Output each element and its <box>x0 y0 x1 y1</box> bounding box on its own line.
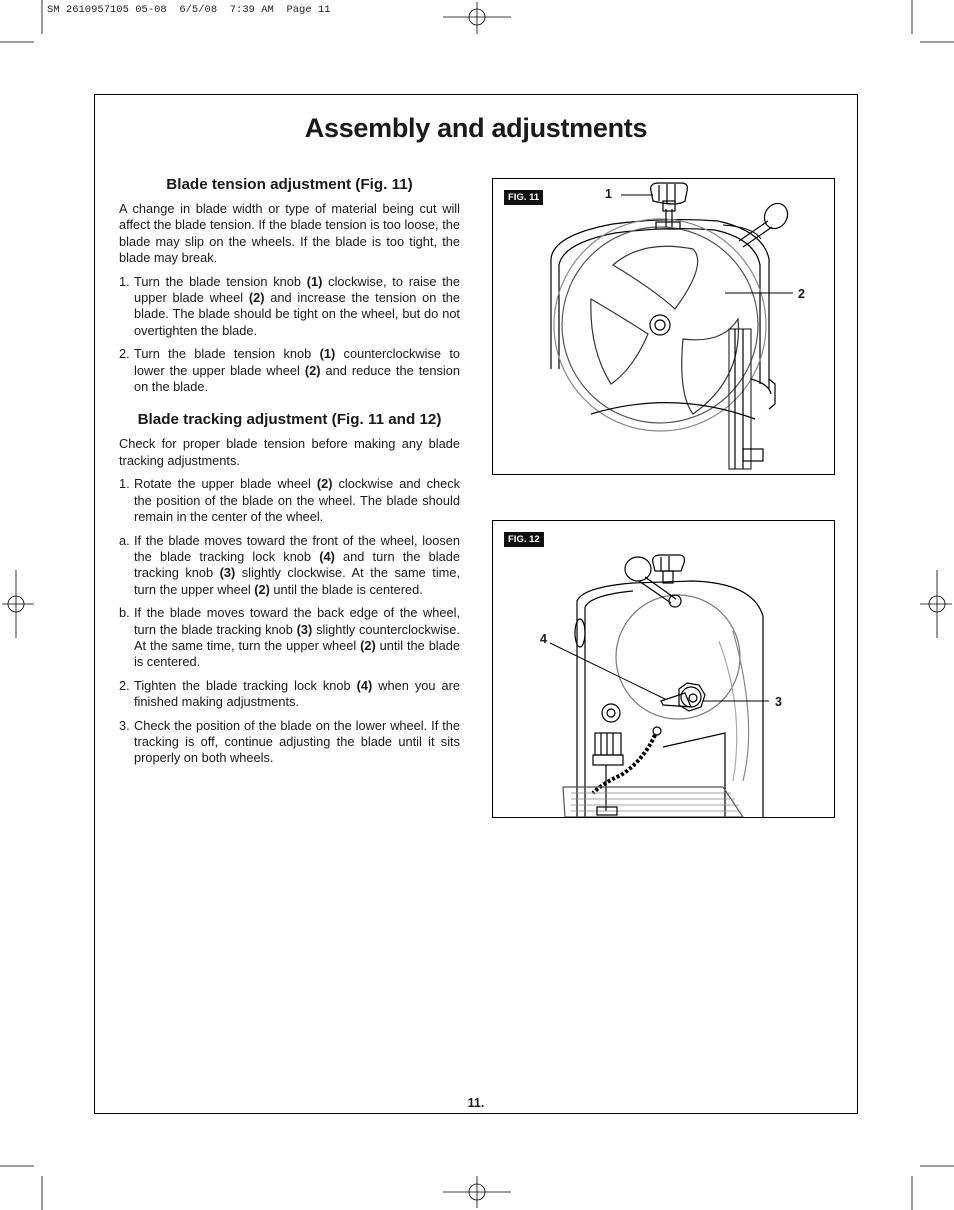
step-marker: b. <box>119 605 130 621</box>
tracking-intro: Check for proper blade tension before making any blade tracking adjustments. <box>119 436 460 468</box>
step-marker: 2. <box>119 677 130 693</box>
blade-wheel-illustration <box>493 179 834 474</box>
tracking-step-b <box>119 605 460 671</box>
figure-12 <box>492 520 835 818</box>
tension-step-1 <box>119 274 460 340</box>
step-marker: 1. <box>119 476 130 492</box>
page-number: 11. <box>467 1096 485 1110</box>
step-text: Tighten the blade tracking lock knob (4) when you are finished making adjustments. <box>134 677 460 710</box>
tracking-step-2 <box>119 678 460 711</box>
step-text: Rotate the upper blade wheel (2) clockwise and check the position of the blade on the wheel. The blade should remain in the center of the wheel. <box>134 476 460 525</box>
tension-intro: A change in blade width or type of material being cut will affect the blade tension. If the blade tension is too loose, the blade may slip on the wheels. If the blade is too tight, the blade may break. <box>119 201 460 266</box>
callout-1: 1 <box>605 187 612 201</box>
section-heading-tracking: Blade tracking adjustment (Fig. 11 and 12) <box>137 411 442 429</box>
figure-11 <box>492 178 835 475</box>
tracking-knob-illustration <box>493 521 834 817</box>
step-marker: 2. <box>119 346 130 362</box>
step-text: Turn the blade tension knob (1) clockwise, to raise the upper blade wheel (2) and increase the tension on the blade. The blade should be tight on the wheel, but do not overtighten the blade. <box>134 273 460 338</box>
callout-3: 3 <box>775 695 782 709</box>
step-text: Turn the blade tension knob (1) counterclockwise to lower the upper blade wheel (2) and reduce the tension on the blade. <box>134 346 460 395</box>
tracking-step-1 <box>119 476 460 525</box>
instruction-column <box>119 176 460 774</box>
section-heading-tension: Blade tension adjustment (Fig. 11) <box>166 176 413 193</box>
page-title: Assembly and adjustments <box>304 113 648 143</box>
tension-step-2 <box>119 346 460 395</box>
figure-11-tag: FIG. 11 <box>504 190 543 205</box>
step-text: Check the position of the blade on the lower wheel. If the tracking is off, continue adjusting the blade until it sits properly on both wheels. <box>134 717 460 766</box>
step-marker: a. <box>119 532 130 548</box>
printer-slug: SM 2610957105 05-08 6/5/08 7:39 AM Page 11 <box>47 4 331 16</box>
callout-2: 2 <box>798 287 805 301</box>
tracking-step-a <box>119 533 460 599</box>
callout-4: 4 <box>540 632 547 646</box>
step-marker: 3. <box>119 717 130 733</box>
step-text: If the blade moves toward the front of the wheel, loosen the blade tracking lock knob (4) and turn the blade tracking knob (3) slightly clockwise. At the same time, turn the upper wheel (2) until the blade is centered. <box>134 532 460 597</box>
step-marker: 1. <box>119 273 130 289</box>
step-text: If the blade moves toward the back edge of the wheel, turn the blade tracking knob (3) slightly counterclockwise. At the same time, turn the upper wheel (2) until the blade is centered. <box>134 605 460 670</box>
figure-12-tag: FIG. 12 <box>504 532 544 547</box>
tracking-step-3 <box>119 718 460 767</box>
